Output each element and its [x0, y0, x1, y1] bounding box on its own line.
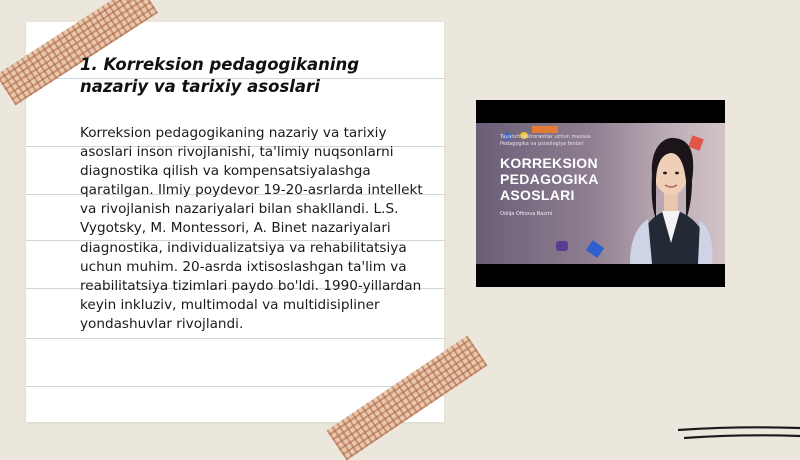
purple-shape — [556, 241, 568, 251]
blue-shape — [586, 240, 604, 258]
video-title: KORREKSION PEDAGOGIKA ASOSLARI — [500, 155, 599, 203]
video-presenter-name: Odilja Ofinova Basmi — [500, 211, 553, 217]
orange-shape — [532, 126, 558, 133]
video-thumbnail[interactable] — [476, 100, 725, 287]
slide-title: 1. Korreksion pedagogikaning nazariy va tarixiy asoslari — [80, 55, 360, 96]
video-frame — [476, 123, 725, 264]
slide-body-text: Korreksion pedagogikaning nazariy va tarixiy asoslari inson rivojlanishi, ta'limiy nuqsonlarni diagnostika qilish va kompensatsiyalashga qaratilgan. Ilmiy poydevor 19-20-asrlarda intellekt va rivojlanish nazariyalari bilan shakllandi. L.S. Vygotsky, M. Montessori, A. Binet nazariyalari diagnostika, individualizatsiya va rehabilitatsiya uchun muhim. 20-asrda ixtisoslashgan ta'lim va reabilitatsiya tizimlari paydo bo'ldi. 1990-yillardan keyin inkluziv, multimodal va multidisipliner yondashuvlar rivojlandi. — [80, 125, 423, 332]
video-pre-title: Tayanch doktorantlar uchun maxsus Pedagogika va psixologiya fanlari — [500, 134, 591, 147]
presenter-portrait-icon — [616, 123, 725, 264]
ruled-line — [26, 386, 444, 387]
double-line-decoration — [678, 418, 800, 446]
ruled-line — [26, 338, 444, 339]
